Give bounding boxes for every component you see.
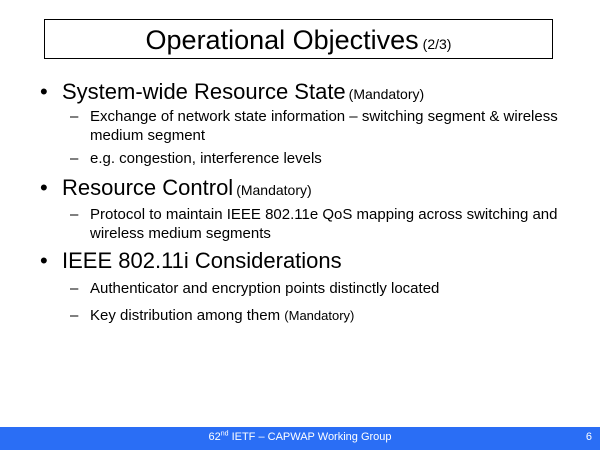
bullet-dot-icon: • bbox=[40, 248, 48, 273]
slide-title-part: (2/3) bbox=[422, 36, 452, 52]
bullet-text: Resource Control bbox=[62, 175, 234, 200]
footer-meeting-number: 62 bbox=[208, 431, 221, 443]
footer-meeting-label bbox=[0, 431, 600, 443]
bullet-item bbox=[40, 248, 342, 274]
bullet-dot-icon: • bbox=[40, 79, 48, 104]
footer-meeting-rest: IETF – CAPWAP Working Group bbox=[228, 431, 392, 443]
bullet-item bbox=[40, 79, 424, 105]
sub-bullet-text: Exchange of network state information – switching segment & wireless medium segment bbox=[90, 108, 558, 144]
sub-bullet-dash-icon: – bbox=[70, 150, 79, 167]
sub-bullet-item bbox=[70, 306, 570, 325]
slide-title-box bbox=[44, 19, 553, 59]
bullet-text: System-wide Resource State bbox=[62, 79, 346, 104]
bullet-note: (Mandatory) bbox=[236, 182, 312, 198]
sub-bullet-dash-icon: – bbox=[70, 280, 79, 297]
sub-bullet-item bbox=[70, 149, 570, 168]
sub-bullet-text: Protocol to maintain IEEE 802.11e QoS mapping across switching and wireless medium segments bbox=[90, 206, 558, 242]
sub-bullet-note: (Mandatory) bbox=[284, 308, 355, 323]
footer-bar bbox=[0, 427, 600, 450]
sub-bullet-text: Authenticator and encryption points distinctly located bbox=[90, 280, 440, 297]
slide-title: Operational Objectives bbox=[145, 25, 419, 55]
sub-bullet-dash-icon: – bbox=[70, 307, 79, 324]
sub-bullet-item bbox=[70, 107, 570, 145]
bullet-note: (Mandatory) bbox=[348, 86, 425, 102]
sub-bullet-item bbox=[70, 279, 570, 298]
bullet-dot-icon: • bbox=[40, 175, 48, 200]
page-number: 6 bbox=[585, 431, 592, 443]
sub-bullet-item bbox=[70, 205, 570, 243]
footer-meeting-suffix: nd bbox=[220, 430, 229, 438]
bullet-item bbox=[40, 175, 312, 201]
sub-bullet-text: e.g. congestion, interference levels bbox=[90, 150, 322, 167]
sub-bullet-dash-icon: – bbox=[70, 206, 79, 223]
sub-bullet-text: Key distribution among them bbox=[90, 307, 281, 324]
bullet-text: IEEE 802.11i Considerations bbox=[62, 248, 342, 273]
sub-bullet-dash-icon: – bbox=[70, 108, 79, 125]
